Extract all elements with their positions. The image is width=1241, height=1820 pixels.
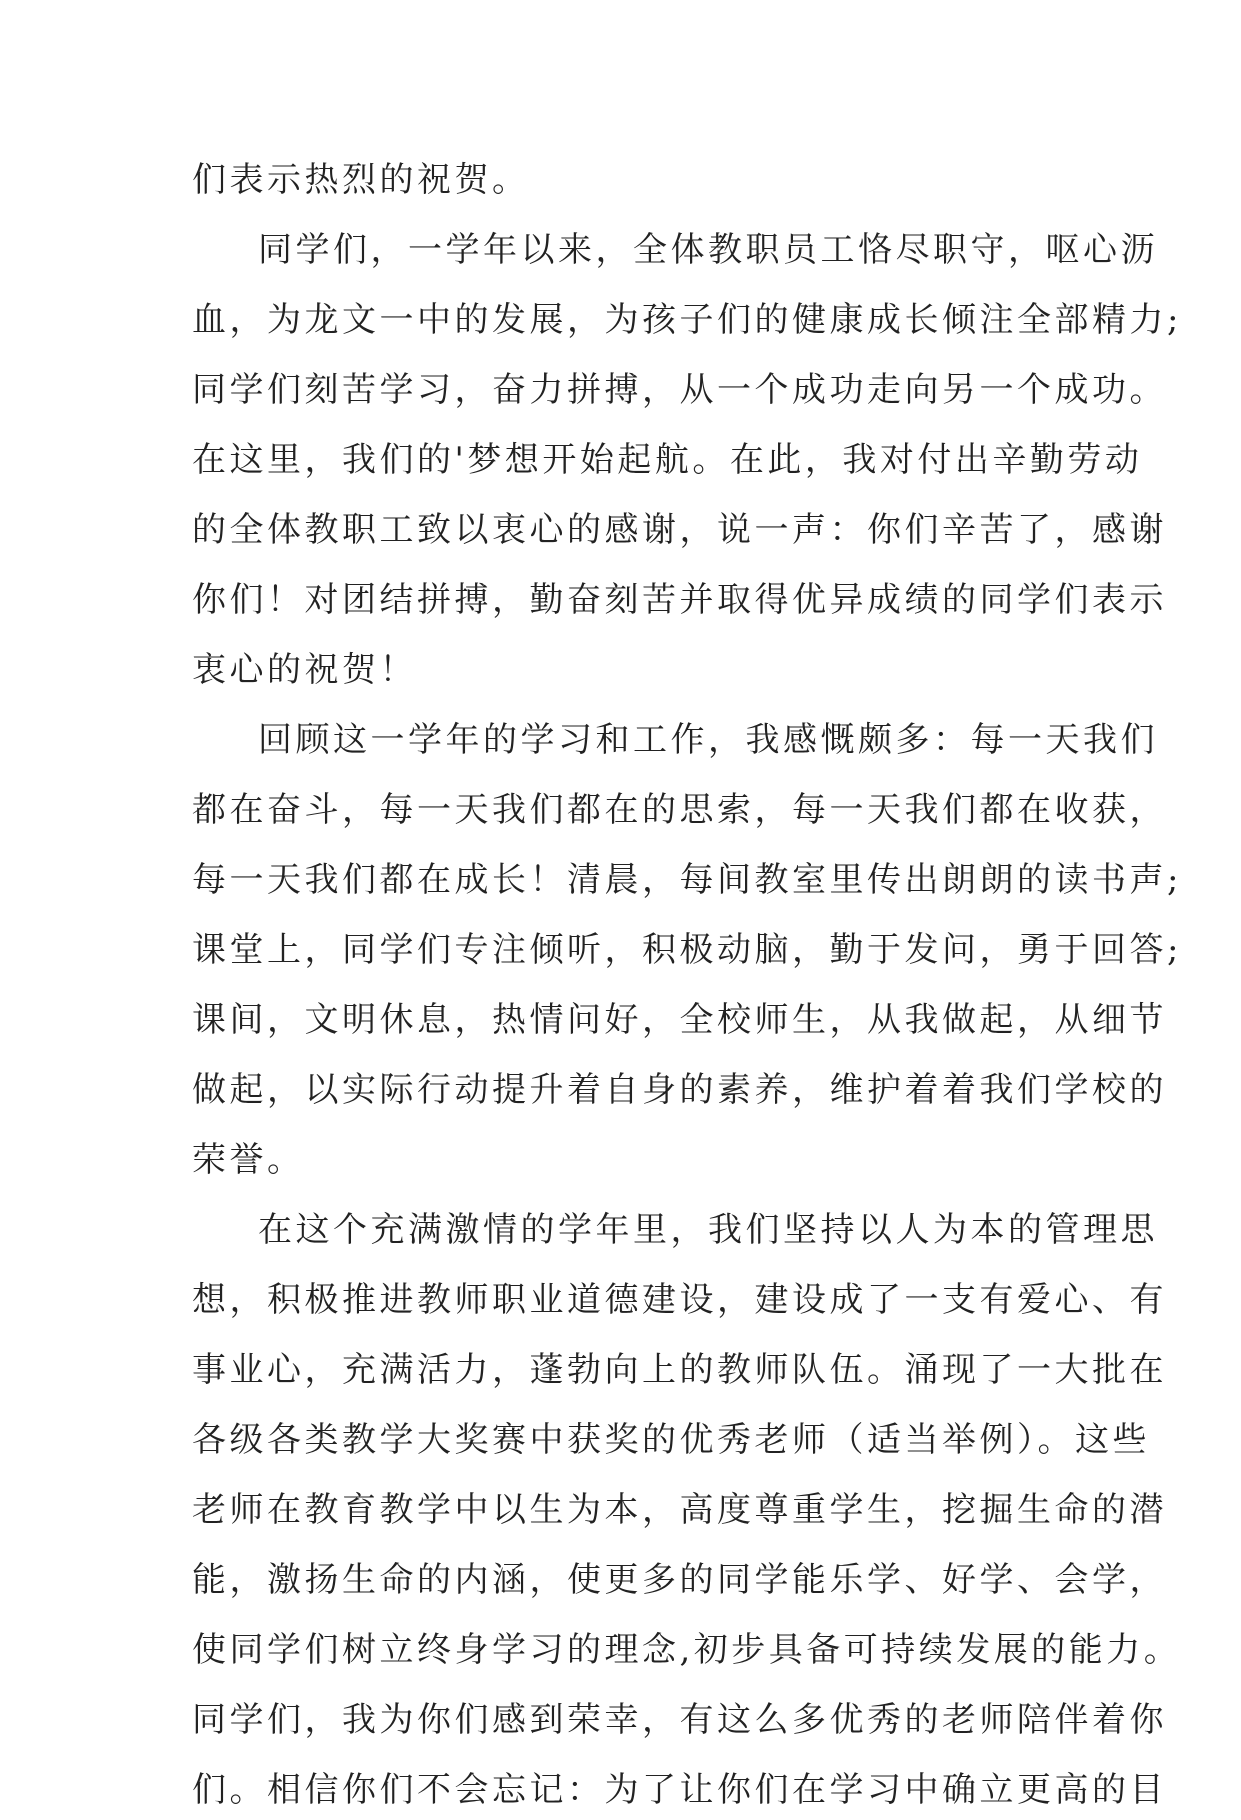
text-line: 同学们，我为你们感到荣幸，有这么多优秀的老师陪伴着你 — [192, 1700, 1167, 1740]
text-line: 使同学们树立终身学习的理念,初步具备可持续发展的能力。 — [192, 1630, 1182, 1670]
text-line: 能，激扬生命的内涵，使更多的同学能乐学、好学、会学， — [192, 1560, 1167, 1600]
text-line: 血，为龙文一中的发展，为孩子们的健康成长倾注全部精力; — [192, 300, 1182, 340]
text-line: 的全体教职工致以衷心的感谢，说一声：你们辛苦了，感谢 — [192, 510, 1167, 550]
paragraph-start-line: 回顾这一学年的学习和工作，我感慨颇多：每一天我们 — [258, 720, 1158, 760]
text-line: 们。相信你们不会忘记：为了让你们在学习中确立更高的目 — [192, 1770, 1167, 1810]
text-line: 在这里，我们的'梦想开始起航。在此，我对付出辛勤劳动 — [192, 440, 1143, 480]
text-line: 衷心的祝贺！ — [192, 650, 417, 690]
text-line: 同学们刻苦学习，奋力拼搏，从一个成功走向另一个成功。 — [192, 370, 1167, 410]
text-line: 课堂上，同学们专注倾听，积极动脑，勤于发问，勇于回答; — [192, 930, 1182, 970]
text-line: 各级各类教学大奖赛中获奖的优秀老师（适当举例）。这些 — [192, 1420, 1150, 1460]
text-line: 每一天我们都在成长！清晨，每间教室里传出朗朗的读书声; — [192, 860, 1182, 900]
text-line: 们表示热烈的祝贺。 — [192, 160, 530, 200]
text-line: 事业心，充满活力，蓬勃向上的教师队伍。涌现了一大批在 — [192, 1350, 1167, 1390]
text-line: 都在奋斗，每一天我们都在的思索，每一天我们都在收获， — [192, 790, 1167, 830]
text-line: 荣誉。 — [192, 1140, 305, 1180]
text-line: 你们！对团结拼搏，勤奋刻苦并取得优异成绩的同学们表示 — [192, 580, 1167, 620]
paragraph-start-line: 同学们，一学年以来，全体教职员工恪尽职守，呕心沥 — [258, 230, 1158, 270]
text-line: 做起，以实际行动提升着自身的素养，维护着着我们学校的 — [192, 1070, 1167, 1110]
text-line: 课间，文明休息，热情问好，全校师生，从我做起，从细节 — [192, 1000, 1167, 1040]
text-line: 老师在教育教学中以生为本，高度尊重学生，挖掘生命的潜 — [192, 1490, 1167, 1530]
text-line: 想，积极推进教师职业道德建设，建设成了一支有爱心、有 — [192, 1280, 1167, 1320]
paragraph-start-line: 在这个充满激情的学年里，我们坚持以人为本的管理思 — [258, 1210, 1158, 1250]
